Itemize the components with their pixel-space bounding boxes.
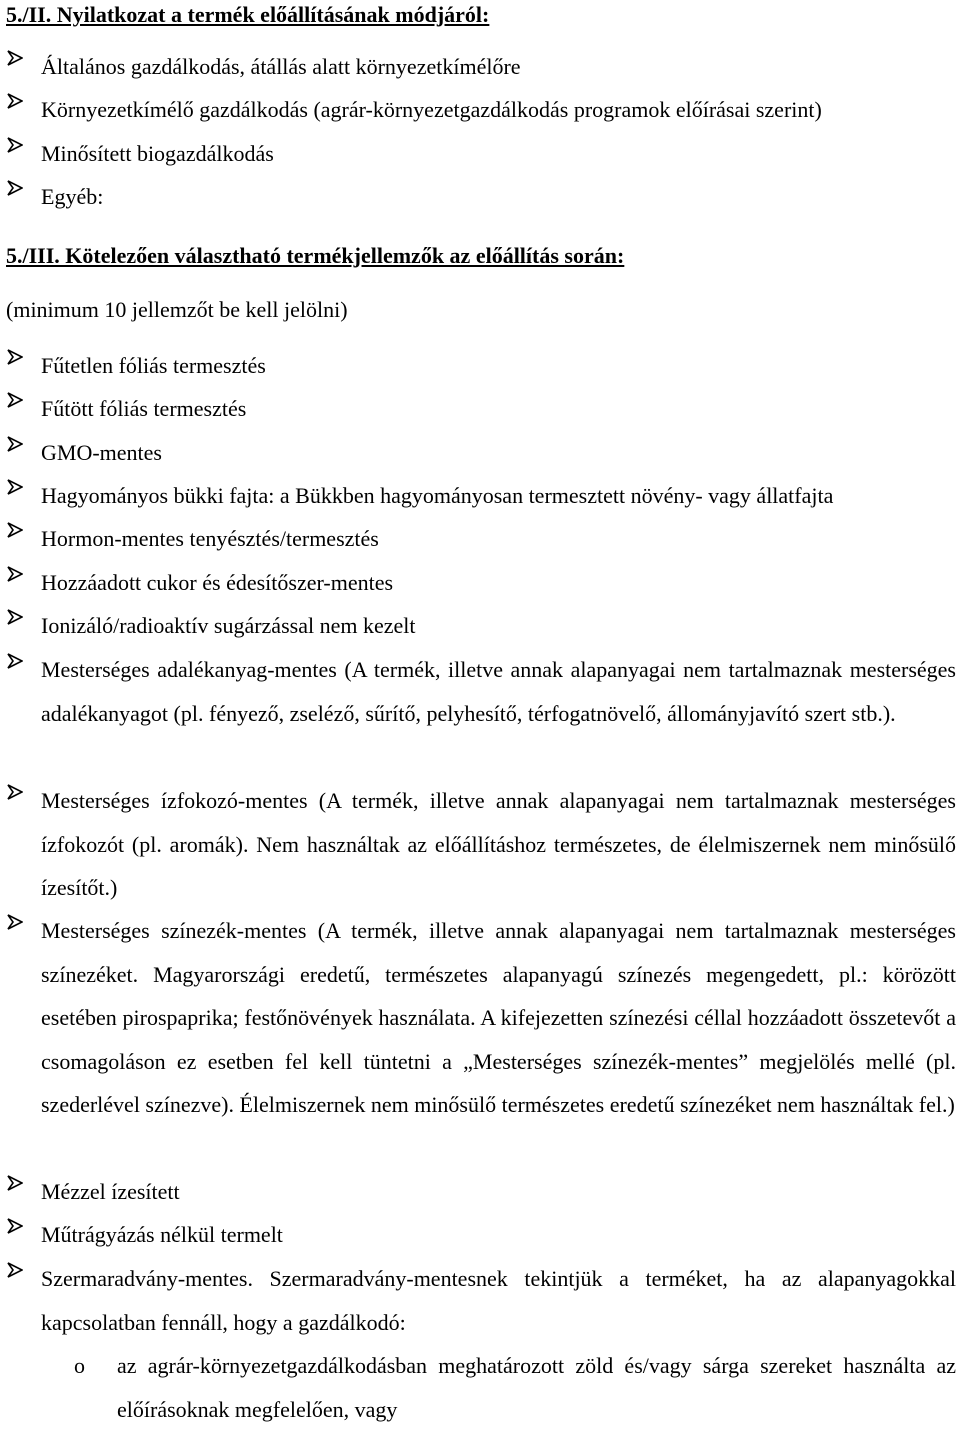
checklist-item-label: Hozzáadott cukor és édesítőszer-mentes [41,570,394,595]
section-heading-product-features: 5./III. Kötelezően választható termékjellemzők az előállítás során: [6,243,625,268]
arrowhead-bullet-icon [7,1213,31,1239]
arrowhead-bullet-icon [7,88,31,114]
arrowhead-bullet-icon [7,517,31,543]
checklist-item-label: Fűtetlen fóliás termesztés [41,353,266,378]
checklist-item-label: Fűtött fóliás termesztés [41,396,247,421]
arrowhead-bullet-icon [7,561,31,587]
arrowhead-bullet-icon [7,1257,31,1283]
checklist-item-label: Hormon-mentes tenyésztés/termesztés [41,526,379,551]
arrowhead-bullet-icon [7,45,31,71]
arrowhead-bullet-icon [7,431,31,457]
checklist-item-label: Mesterséges adalékanyag-mentes (A termék, illetve annak alapanyagai nem tartalmaznak mesterséges adalékanyagot (pl. fényező, zseléző, sűrítő, pelyhesítő, térfogatnövelő, állományjavító szert stb.). [41,657,956,726]
arrowhead-bullet-icon [7,175,31,201]
arrowhead-bullet-icon [7,387,31,413]
checklist-item-label: Környezetkímélő gazdálkodás (agrár-környezetgazdálkodás programok előírásai szerint) [41,97,822,122]
arrowhead-bullet-icon [7,909,31,935]
checklist-item-label: GMO-mentes [41,440,162,465]
arrowhead-bullet-icon [7,604,31,630]
circle-bullet-icon: o [74,1353,85,1378]
arrowhead-bullet-icon [7,1170,31,1196]
arrowhead-bullet-icon [7,132,31,158]
checklist-item-label: Ionizáló/radioaktív sugárzással nem kezelt [41,613,416,638]
instruction-note: (minimum 10 jellemzőt be kell jelölni) [6,297,348,322]
checklist-item-label: Mézzel ízesített [41,1179,180,1204]
checklist-item-label: Műtrágyázás nélkül termelt [41,1222,283,1247]
checklist-item-label: Általános gazdálkodás, átállás alatt környezetkímélőre [41,54,521,79]
checklist-item-label: Mesterséges színezék-mentes (A termék, illetve annak alapanyagai nem tartalmaznak mesterséges színezéket. Magyarországi eredetű, természetes alapanyagú színezés megengedett, pl.: körözött esetében pirospaprika; festőnövények használata. A kifejezetten színezési céllal hozzáadott összetevőt a csomagoláson ez esetben fel kell tüntetni a „Mesterséges színezék-mentes” megjelölés mellé (pl. szederlével színezve). Élelmiszernek nem minősülő természetes eredetű színezéket nem használtak fel.) [41,918,956,1117]
sub-list-item-label: az agrár-környezetgazdálkodásban meghatározott zöld és/vagy sárga szereket használta az előírásoknak megfelelően, vagy [117,1353,956,1422]
arrowhead-bullet-icon [7,779,31,805]
arrowhead-bullet-icon [7,648,31,674]
checklist-item-label: Mesterséges ízfokozó-mentes (A termék, illetve annak alapanyagai nem tartalmaznak mesterséges ízfokozót (pl. aromák). Nem használtak az előállításhoz természetes, de élelmiszernek nem minősülő ízesítőt.) [41,788,956,900]
checklist-item-label: Hagyományos bükki fajta: a Bükkben hagyományosan termesztett növény- vagy állatfajta [41,483,834,508]
arrowhead-bullet-icon [7,344,31,370]
section-heading-production-method: 5./II. Nyilatkozat a termék előállításának módjáról: [6,2,490,27]
checklist-item-label: Egyéb: [41,184,104,209]
checklist-item-label: Minősített biogazdálkodás [41,141,274,166]
arrowhead-bullet-icon [7,474,31,500]
checklist-item-label: Szermaradvány-mentes. Szermaradvány-mentesnek tekintjük a terméket, ha az alapanyagokkal kapcsolatban fennáll, hogy a gazdálkodó: [41,1266,956,1335]
